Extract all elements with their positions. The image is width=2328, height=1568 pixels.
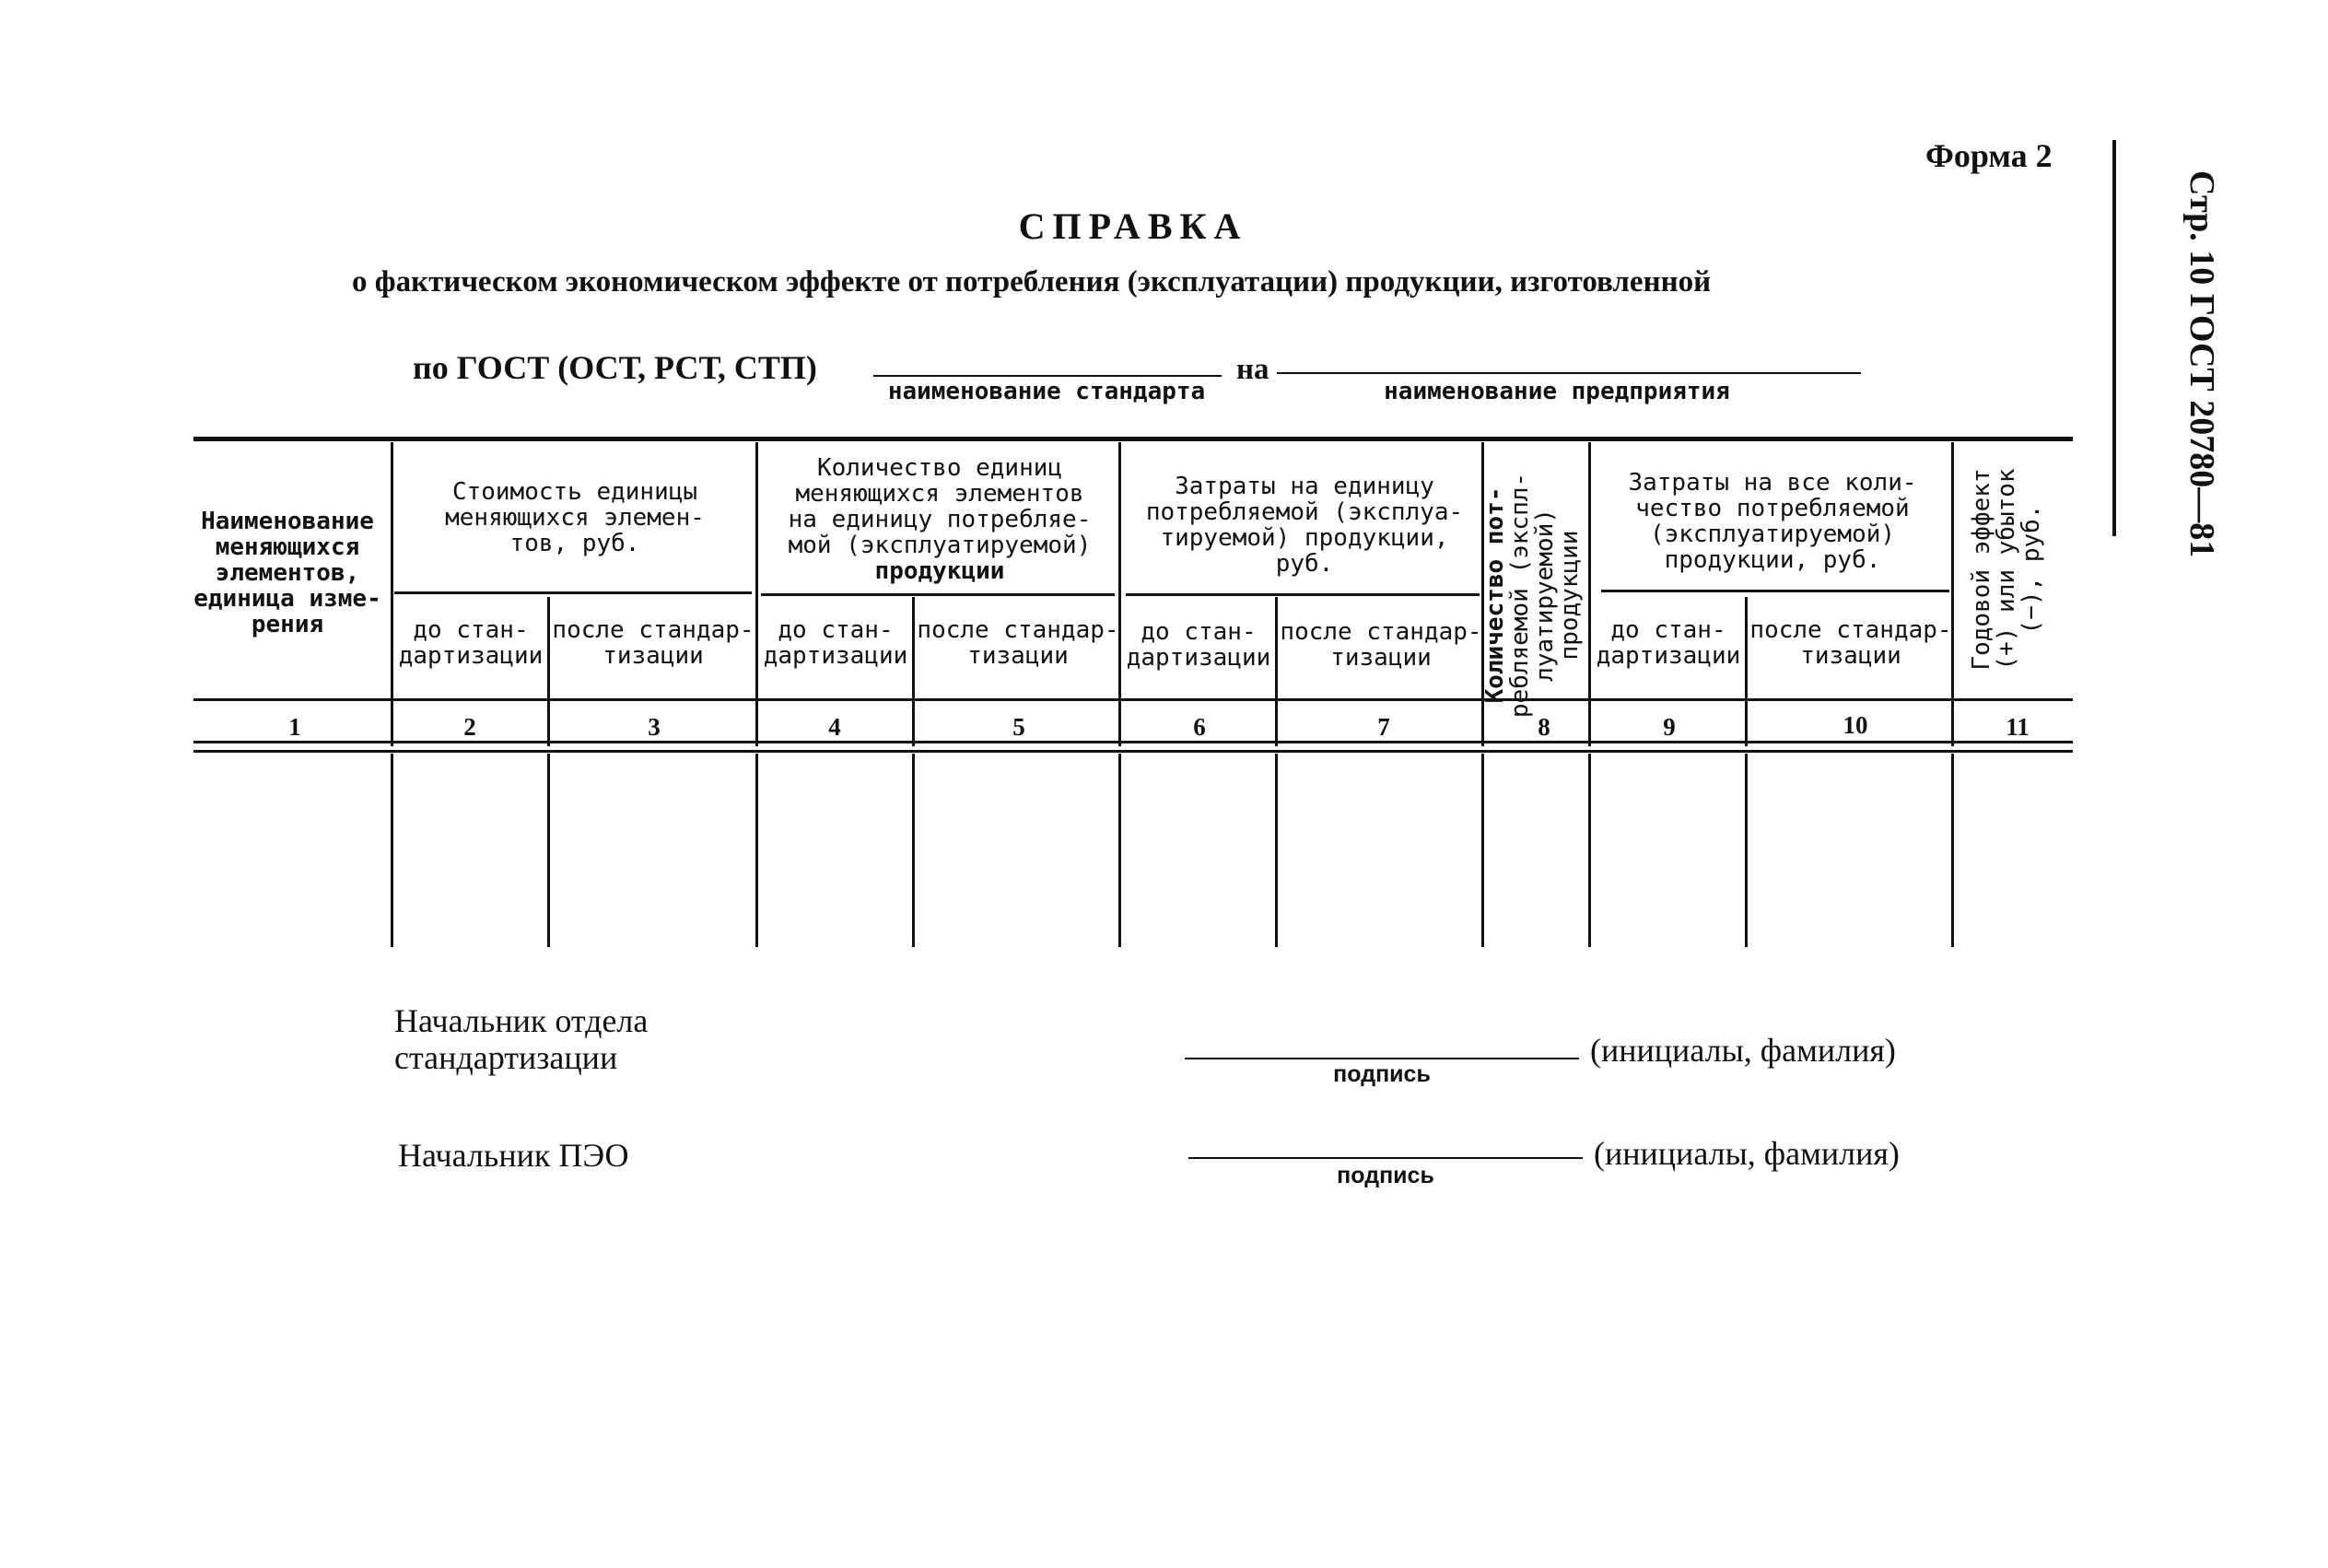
col8-header: Количество пот- ребляемой (экспл- луатируемой) продукции	[1481, 472, 1584, 719]
table-top-border	[193, 437, 2073, 441]
body-divider	[1588, 754, 1591, 947]
document-title: СПРАВКА	[1018, 205, 1248, 247]
col-number: 11	[2006, 713, 2030, 741]
numbers-bottom-rule-2	[193, 750, 2073, 753]
group-rule	[761, 593, 1115, 596]
document-subtitle: о фактическом экономическом эффекте от потребления (эксплуатации) продукции, изготовленной	[352, 265, 1712, 298]
body-divider	[1481, 754, 1484, 947]
group-rule	[1126, 593, 1480, 596]
body-divider	[912, 754, 915, 947]
col-number: 3	[648, 713, 661, 741]
group-cost-unit-header: Стоимость единицы меняющихся элемен- тов, руб.	[445, 478, 705, 557]
col-divider	[547, 597, 550, 746]
signature-role-2: Начальник ПЭО	[398, 1137, 629, 1174]
signature-caption-1: подпись	[1333, 1061, 1431, 1087]
col-divider	[1275, 597, 1278, 746]
col-divider	[912, 597, 915, 746]
page-side-header: Стр. 10 ГОСТ 20780—81	[2182, 170, 2221, 558]
col-number: 6	[1193, 713, 1206, 741]
standard-name-line	[873, 375, 1222, 377]
body-divider	[547, 754, 550, 947]
enterprise-connector: на	[1236, 353, 1269, 386]
col-number: 1	[288, 713, 301, 741]
col-number: 2	[463, 713, 476, 741]
signature-name-hint-2: (инициалы, фамилия)	[1594, 1135, 1900, 1172]
col-number: 7	[1377, 713, 1390, 741]
col-number: 10	[1843, 711, 1868, 739]
group-rule	[1601, 590, 1949, 592]
group-cost-total-header: Затраты на все коли- чество потребляемой (эксплуатируемой) продукции, руб.	[1628, 469, 1917, 574]
body-divider	[1745, 754, 1748, 947]
standard-prefix: по ГОСТ (ОСТ, РСТ, СТП)	[413, 349, 817, 386]
col4-before-header: до стан- дартизации	[763, 616, 908, 670]
body-divider	[1275, 754, 1278, 947]
body-divider	[391, 754, 393, 947]
col7-after-header: после стандар- тизации	[1280, 618, 1482, 672]
col-divider	[1745, 597, 1748, 746]
signature-role-1: Начальник отдела стандартизации	[394, 1002, 649, 1076]
enterprise-name-line	[1277, 372, 1861, 374]
col-divider	[391, 442, 393, 746]
col-number: 8	[1538, 713, 1550, 741]
body-divider	[1118, 754, 1121, 947]
col-number: 4	[828, 713, 841, 741]
col-divider	[1588, 442, 1591, 746]
col5-after-header: после стандар- тизации	[917, 616, 1119, 670]
header-bottom-rule	[193, 698, 2073, 701]
signature-line-1	[1185, 1058, 1579, 1059]
col-divider	[755, 442, 758, 746]
col1-header: Наименование меняющихся элементов, единица изме- рения	[193, 508, 381, 638]
col2-before-header: до стан- дартизации	[398, 616, 544, 670]
col-divider	[1951, 442, 1954, 746]
col6-before-header: до стан- дартизации	[1126, 618, 1271, 672]
col9-before-header: до стан- дартизации	[1596, 616, 1741, 670]
col-number: 9	[1663, 713, 1676, 741]
group-qty-units-header: Количество единиц меняющихся элементов на единицу потребляе- мой (эксплуатируемой) продукции	[788, 454, 1092, 585]
col3-after-header: после стандар- тизации	[552, 616, 755, 670]
group-cost-per-unit-header: Затраты на единицу потребляемой (эксплуа- тируемой) продукции, руб.	[1145, 473, 1464, 578]
body-divider	[755, 754, 758, 947]
signature-caption-2: подпись	[1337, 1163, 1434, 1188]
signature-line-2	[1188, 1157, 1583, 1159]
group-rule	[394, 591, 752, 594]
col-number: 5	[1012, 713, 1025, 741]
col-divider	[1118, 442, 1121, 746]
enterprise-name-caption: наименование предприятия	[1384, 378, 1730, 405]
signature-name-hint-1: (инициалы, фамилия)	[1590, 1032, 1896, 1069]
col11-header: Годовой эффект (+) или убыток (−), руб.	[1968, 468, 2045, 671]
form-label: Форма 2	[1925, 137, 2053, 174]
side-rule	[2112, 140, 2116, 536]
body-divider	[1951, 754, 1954, 947]
col10-after-header: после стандар- тизации	[1749, 616, 1952, 670]
standard-name-caption: наименование стандарта	[887, 378, 1206, 405]
